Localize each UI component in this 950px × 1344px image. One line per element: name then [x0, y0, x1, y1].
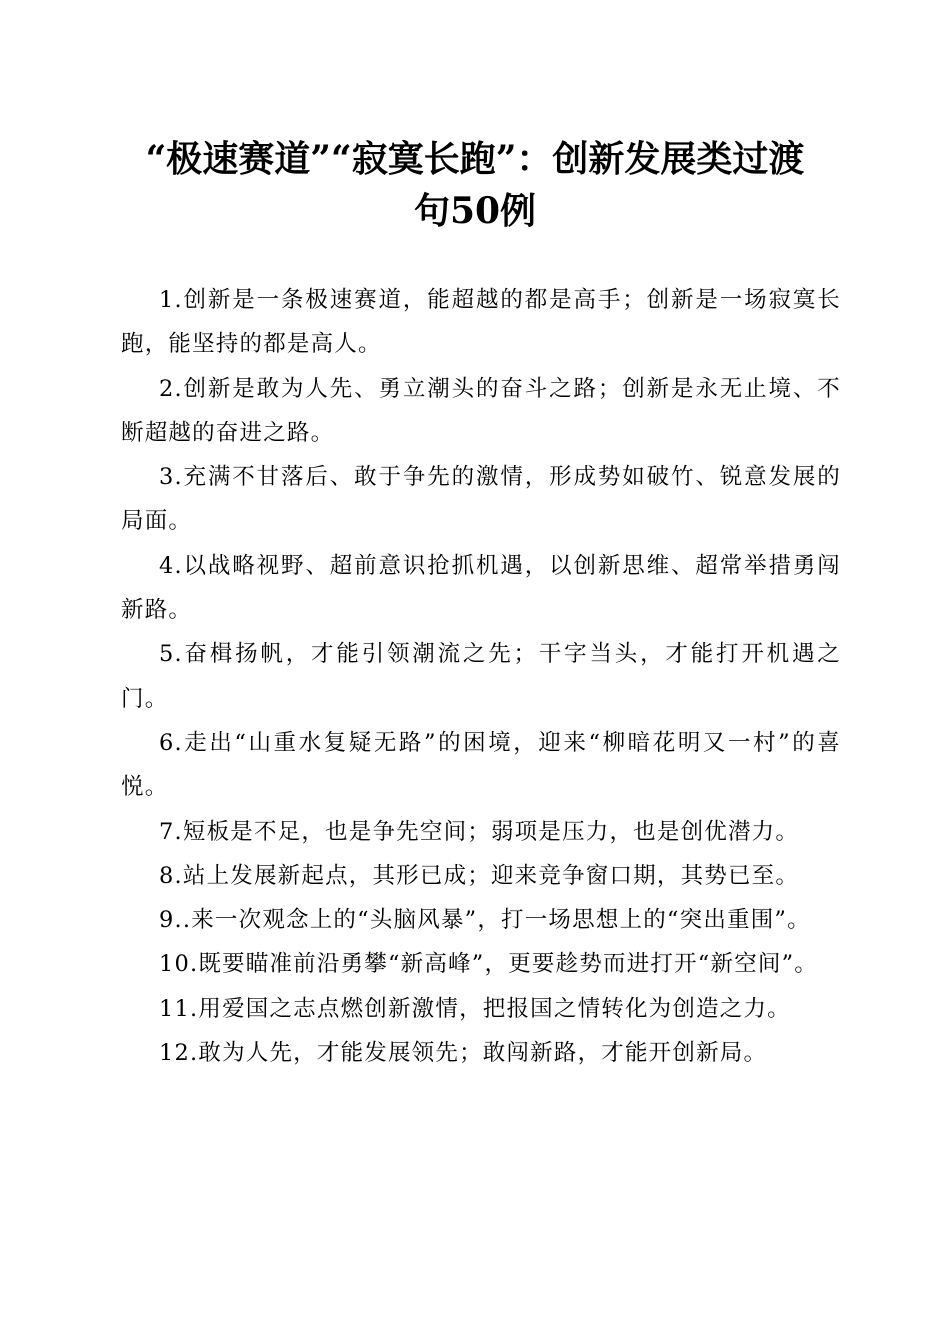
list-item: 4.以战略视野、超前意识抢抓机遇，以创新思维、超常举措勇闯新路。: [121, 552, 841, 624]
list-item: 7.短板是不足，也是争先空间；弱项是压力，也是创优潜力。: [159, 818, 800, 845]
list-item: 11.用爱国之志点燃创新激情，把报国之情转化为创造之力。: [159, 995, 791, 1022]
list-item: 8.站上发展新起点，其形已成；迎来竞争窗口期，其势已至。: [159, 862, 800, 889]
list-item: 10.既要瞄准前沿勇攀“新高峰”，更要趁势而进打开“新空间”。: [159, 951, 818, 978]
list-item: 12.敢为人先，才能发展领先；敢闯新路，才能开创新局。: [159, 1040, 768, 1067]
list-item: 6.走出“山重水复疑无路”的困境，迎来“柳暗花明又一村”的喜悦。: [121, 729, 841, 801]
document-title: [100, 133, 850, 237]
list-item: 3.充满不甘落后、敢于争先的激情，形成势如破竹、锐意发展的局面。: [121, 464, 841, 535]
list-item: 9..来一次观念上的“头脑风暴”，打一场思想上的“突出重围”。: [159, 907, 811, 934]
list-item: 5.奋楫扬帆，才能引领潮流之先；干字当头，才能打开机遇之门。: [121, 641, 841, 712]
title-line-2: 句50例: [413, 190, 537, 232]
title-line-1: “极速赛道”“寂寞长跑”：创新发展类过渡: [145, 138, 805, 180]
list-item: 1.创新是一条极速赛道，能超越的都是高手；创新是一场寂寞长跑，能坚持的都是高人。: [121, 287, 841, 358]
list-item: 2.创新是敢为人先、勇立潮头的奋斗之路；创新是永无止境、不断超越的奋进之路。: [121, 375, 841, 446]
document-body: [121, 278, 841, 1075]
